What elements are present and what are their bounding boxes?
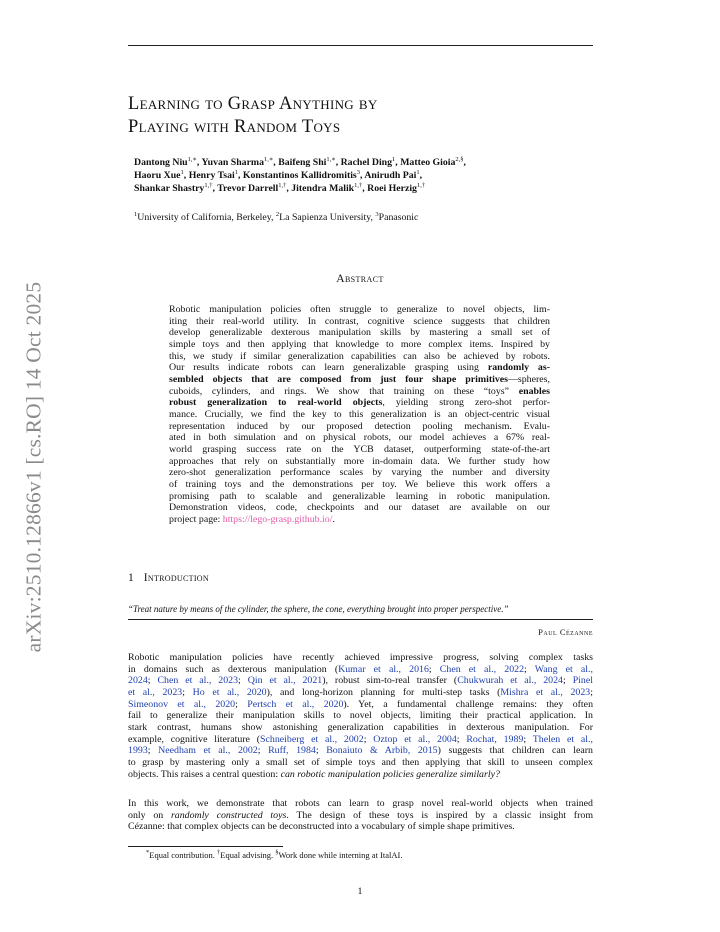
text-run: . The design of these toys is inspired by a classic insight from bbox=[286, 809, 593, 821]
arxiv-identifier-stamp bbox=[0, 0, 66, 932]
text-run: stark contrast, humans show astonishing generalization capabilities in dexterous manipulation. For bbox=[128, 721, 593, 733]
author-name: Haoru Xue bbox=[134, 169, 181, 181]
author-mark: 1 bbox=[234, 168, 238, 176]
text-run: world grasping success rate on the YCB dataset, outperforming state-of-the-art bbox=[169, 443, 550, 455]
text-run: ; bbox=[182, 686, 193, 698]
affiliation-mark: 2 bbox=[275, 211, 280, 218]
citation-link[interactable]: Chen et al., 2022 bbox=[439, 663, 525, 675]
citation-link[interactable]: Wang et al., bbox=[534, 663, 593, 675]
project-page-link[interactable]: https://lego-grasp.github.io/ bbox=[222, 513, 333, 525]
text-run: ; bbox=[238, 675, 248, 687]
paragraph-line bbox=[128, 687, 593, 699]
citation-link[interactable]: Thelen et al., bbox=[532, 733, 593, 745]
section-number: 1 bbox=[128, 572, 134, 584]
text-run: ; bbox=[590, 686, 593, 698]
author-mark: 2,§ bbox=[455, 156, 464, 163]
text-run: ; bbox=[563, 675, 573, 687]
abstract-line bbox=[169, 491, 550, 503]
text-run: Our results indicate robots can learn generalizable grasping using bbox=[169, 362, 488, 374]
header-rule bbox=[128, 45, 593, 46]
text-run: ; bbox=[315, 745, 327, 757]
author-name: Shankar Shastry bbox=[134, 182, 205, 194]
author-name: Anirudh Pai bbox=[364, 169, 417, 181]
text-run: ; bbox=[524, 663, 535, 675]
text-run: Robotic manipulation policies often struggle to generalize to novel objects, lim- bbox=[169, 304, 550, 315]
section-title: Introduction bbox=[143, 572, 209, 584]
text-run: sembled objects that are composed from just four shape primitives bbox=[169, 373, 509, 385]
text-run: . bbox=[332, 513, 335, 525]
citation-link[interactable]: Kumar et al., 2016 bbox=[338, 663, 429, 675]
paragraph-line bbox=[128, 821, 593, 833]
text-run: this, we study if similar generalization capabilities can also be achieved by robots. bbox=[169, 350, 550, 362]
author-mark: 1 bbox=[392, 156, 396, 163]
epigraph-rule bbox=[128, 619, 593, 620]
footnote-mark: † bbox=[217, 849, 221, 856]
footnote-mark: § bbox=[275, 849, 279, 856]
affiliation-mark: 1 bbox=[134, 211, 138, 218]
footnote-text: Work done while interning at ItalAI. bbox=[278, 850, 403, 860]
paragraph-line bbox=[128, 769, 593, 781]
paragraph-line bbox=[128, 745, 593, 757]
text-run: robust generalization to real-world objects bbox=[169, 397, 383, 409]
text-run: project page: bbox=[169, 513, 223, 525]
text-run: iting their real-world utility. In contrast, cognitive science suggests that children bbox=[169, 315, 550, 327]
text-run: cuboids, cylinders, and rings. We show that training on these “toys” bbox=[169, 385, 519, 397]
affiliation-name: La Sapienza University, bbox=[279, 212, 376, 223]
author-mark: 1,∗ bbox=[326, 156, 336, 163]
author-mark: 1,† bbox=[278, 181, 287, 189]
citation-link[interactable]: Chen et al., 2023 bbox=[157, 675, 239, 687]
epigraph-quote: “Treat nature by means of the cylinder, the sphere, the cone, everything brought into proper perspective.” bbox=[128, 604, 509, 614]
author-mark: 3 bbox=[356, 168, 360, 176]
text-run: example, cognitive literature ( bbox=[128, 733, 261, 745]
abstract-line bbox=[169, 456, 550, 468]
author-line: Haoru Xue$^1$, Henry Tsai$^1$, Konstantinos Kallidromitis$^3$, Anirudh Pai$^1$, bbox=[134, 168, 423, 181]
citation-link[interactable]: Chukwurah et al., 2024 bbox=[457, 675, 563, 687]
text-run: fail to generalize their manipulation skills to novel objects, limiting their practical application. In bbox=[128, 710, 593, 722]
paragraph-line bbox=[128, 722, 593, 734]
section-heading-introduction bbox=[128, 572, 209, 584]
abstract-line bbox=[169, 351, 550, 363]
title-line: Playing with Random Toys bbox=[128, 117, 341, 137]
citation-link[interactable]: Oztop et al., 2004 bbox=[373, 733, 457, 745]
footnote-text: Equal contribution. bbox=[149, 850, 218, 860]
citation-link[interactable]: 2024 bbox=[128, 675, 148, 687]
author-line: Shankar Shastry$^{1,\dagger}$, Trevor Darrell$^{1,\dagger}$, Jitendra Malik$^{1,\dagger}$, Roei Herzig$^{1,\dagger}$ bbox=[134, 181, 426, 194]
text-run: ; bbox=[523, 733, 533, 745]
citation-link[interactable]: Bonaiuto & Arbib, 2015 bbox=[326, 745, 438, 757]
author-mark: 1,∗ bbox=[187, 156, 197, 163]
abstract-line bbox=[169, 362, 550, 374]
author-name: Dantong Niu bbox=[134, 157, 188, 168]
footnote bbox=[146, 850, 402, 860]
abstract-line bbox=[169, 467, 550, 479]
text-run: zero-shot generalization performance scales by varying the number and diversity bbox=[169, 467, 550, 479]
abstract-line bbox=[169, 432, 550, 444]
text-run: simple toys and then applying that knowledge to more complex items. Inspired by bbox=[169, 338, 550, 350]
text-run: ated in both simulation and on physical robots, our model achieves a 67% real- bbox=[169, 432, 550, 444]
text-run: ; bbox=[456, 733, 467, 745]
author-mark: 1,† bbox=[416, 181, 426, 189]
text-run: randomly constructed toys bbox=[170, 809, 287, 821]
text-run: objects. This raises a central question: bbox=[128, 768, 281, 780]
text-run: ; bbox=[235, 698, 248, 710]
abstract-body bbox=[169, 304, 550, 525]
intro-paragraph-2 bbox=[128, 798, 593, 833]
abstract-line bbox=[169, 479, 550, 491]
abstract-line bbox=[169, 304, 550, 316]
paragraph-line bbox=[128, 757, 593, 769]
citation-link[interactable]: et al., 2023 bbox=[128, 686, 183, 698]
text-run: ; bbox=[428, 663, 440, 675]
citation-link[interactable]: Rochat, 1989 bbox=[466, 733, 524, 745]
abstract-line bbox=[169, 444, 550, 456]
text-run: ; bbox=[363, 733, 374, 745]
citation-link[interactable]: Pinel bbox=[572, 675, 593, 687]
abstract-line bbox=[169, 514, 550, 526]
footnote-rule bbox=[128, 846, 283, 847]
text-run: —spheres, bbox=[508, 373, 550, 385]
text-run: ), and long-horizon planning for multi-step tasks ( bbox=[266, 686, 501, 698]
abstract-line bbox=[169, 374, 550, 386]
affiliation-name: Panasonic bbox=[378, 212, 419, 223]
author-name: Yuvan Sharma bbox=[201, 157, 264, 168]
text-run: of training toys and the demonstrations per toy. We believe this work offers a bbox=[169, 478, 550, 490]
affiliations bbox=[134, 212, 604, 223]
author-mark: 1 bbox=[180, 168, 184, 176]
affiliation-name: University of California, Berkeley, bbox=[137, 212, 276, 223]
author-mark: 1,∗ bbox=[264, 156, 274, 163]
text-run: approaches that rely on substantially more in-domain data. We further study how bbox=[169, 455, 550, 467]
text-run: mance. Crucially, we find the key to this generalization is an object-centric visual bbox=[169, 408, 550, 420]
text-run: ; bbox=[257, 745, 269, 757]
text-run: Demonstration videos, code, checkpoints and our dataset are available on our bbox=[169, 502, 550, 514]
author-mark: 1 bbox=[416, 168, 420, 176]
text-run: In this work, we demonstrate that robots can learn to grasp novel real-world objects when trained bbox=[128, 798, 593, 809]
citation-link[interactable]: Ruff, 1984 bbox=[268, 745, 316, 757]
abstract-line bbox=[169, 327, 550, 339]
abstract-line bbox=[169, 386, 550, 398]
author-mark: 1,† bbox=[354, 181, 363, 189]
author-name: Henry Tsai bbox=[188, 169, 235, 181]
paragraph-line bbox=[128, 652, 593, 664]
author-list bbox=[134, 157, 604, 195]
text-run: only on bbox=[128, 809, 171, 821]
page-number: 1 bbox=[357, 886, 363, 897]
abstract-line bbox=[169, 397, 550, 409]
footnote-mark: * bbox=[146, 849, 150, 856]
text-run: in domains such as dexterous manipulation ( bbox=[128, 663, 339, 675]
paragraph-line bbox=[128, 664, 593, 676]
author-name: Konstantinos Kallidromitis bbox=[242, 169, 357, 181]
text-run: develop generalizable dexterous manipulation skills by mastering a small set of bbox=[169, 327, 550, 339]
author-name: Trevor Darrell bbox=[217, 182, 279, 194]
text-run: ) suggests that children can learn bbox=[437, 745, 593, 757]
title-line: Learning to Grasp Anything by bbox=[128, 94, 378, 114]
epigraph-author: Paul Cézanne bbox=[538, 627, 593, 637]
citation-link[interactable]: Mishra et al., 2023 bbox=[500, 686, 591, 698]
author-name: Baifeng Shi bbox=[278, 157, 327, 168]
citation-link[interactable]: Qin et al., 2021 bbox=[247, 675, 323, 687]
citation-link[interactable]: Needham et al., 2002 bbox=[158, 745, 258, 757]
citation-link[interactable]: 1993 bbox=[128, 745, 148, 757]
paragraph-line bbox=[128, 734, 593, 746]
author-name: Jitendra Malik bbox=[291, 182, 355, 194]
abstract-line bbox=[169, 421, 550, 433]
citation-link[interactable]: Pertsch et al., 2020 bbox=[247, 698, 344, 710]
paragraph-line bbox=[128, 810, 593, 822]
paragraph-line bbox=[128, 699, 593, 711]
paragraph-line bbox=[128, 798, 593, 810]
text-run: ; bbox=[147, 675, 158, 687]
abstract-heading: Abstract bbox=[336, 273, 384, 285]
text-run: representation induced by our proposed detection pooling mechanism. Evalu- bbox=[169, 420, 550, 432]
author-name: Rachel Ding bbox=[340, 157, 393, 168]
text-run: ; bbox=[147, 745, 159, 757]
text-run: , yielding strong zero-shot perfor- bbox=[382, 397, 550, 409]
text-run: to grasp by mastering only a small set of simple toys and then applying that skill to unseen complex bbox=[128, 756, 593, 768]
text-run: enables bbox=[518, 385, 550, 397]
citation-link[interactable]: Simeonov et al., 2020 bbox=[128, 698, 236, 710]
citation-link[interactable]: Schneiberg et al., 2002 bbox=[260, 733, 364, 745]
text-run: promising path to scalable and generalizable learning in robotic manipulation. bbox=[169, 490, 550, 502]
author-line: Dantong Niu$^{1,∗}$, Yuvan Sharma$^{1,∗}$, Baifeng Shi$^{1,∗}$, Rachel Ding$^1$, Matteo Gioia$^{2,\S}$, bbox=[134, 156, 466, 168]
affiliation-mark: 3 bbox=[375, 211, 379, 218]
paragraph-line bbox=[128, 710, 593, 722]
citation-link[interactable]: Ho et al., 2020 bbox=[192, 686, 267, 698]
intro-paragraph-1 bbox=[128, 652, 593, 780]
text-run: ). Yet, a fundamental challenge remains: they often bbox=[343, 698, 594, 710]
author-name: Roei Herzig bbox=[367, 182, 417, 194]
text-run: Robotic manipulation policies have recently achieved impressive progress, solving complex tasks bbox=[128, 652, 593, 663]
paper-title bbox=[128, 93, 598, 139]
text-run: ), robust sim-to-real transfer ( bbox=[322, 675, 458, 687]
author-mark: 1,† bbox=[204, 181, 213, 189]
arxiv-identifier-text: arXiv:2510.12866v1 [cs.RO] 14 Oct 2025 bbox=[21, 281, 46, 653]
abstract-line bbox=[169, 502, 550, 514]
abstract-line bbox=[169, 339, 550, 351]
abstract-line bbox=[169, 409, 550, 421]
author-name: Matteo Gioia bbox=[400, 157, 456, 168]
text-run: randomly as- bbox=[487, 362, 550, 374]
footnote-text: Equal advising. bbox=[220, 850, 276, 860]
abstract-line bbox=[169, 316, 550, 328]
text-run: Cézanne: that complex objects can be deconstructed into a vocabulary of simple shape primitives. bbox=[128, 821, 515, 833]
paragraph-line bbox=[128, 675, 593, 687]
text-run: can robotic manipulation policies generalize similarly? bbox=[280, 768, 500, 780]
